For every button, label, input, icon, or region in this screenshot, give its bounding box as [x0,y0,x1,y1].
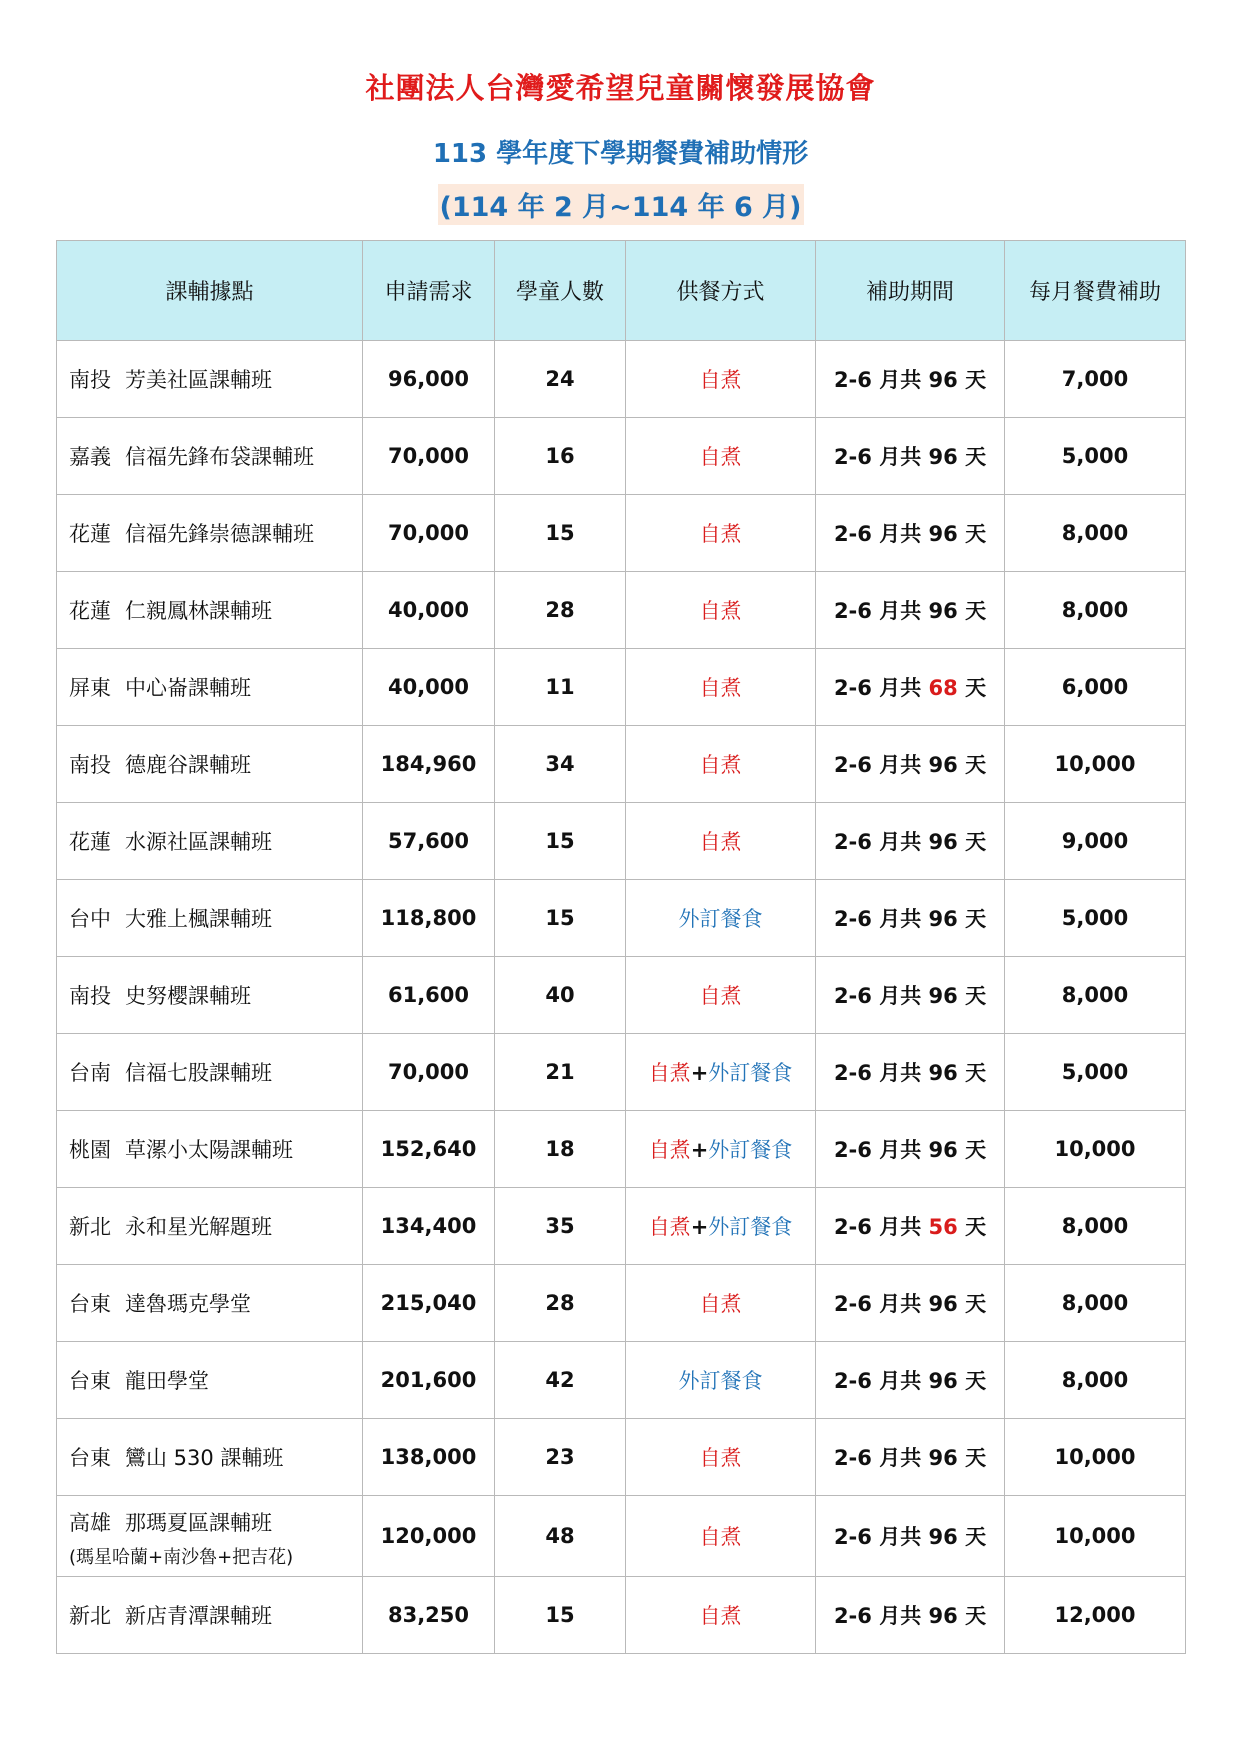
meal-method-cell [626,572,816,649]
period-suffix: 天 [965,753,987,777]
site-region: 南投 [69,984,111,1008]
meal-plus-sign: + [690,1138,709,1162]
site-region: 花蓮 [69,830,111,854]
period-cell [816,649,1005,726]
table-row [57,1342,1186,1419]
site-region: 南投 [69,753,111,777]
period-prefix: 2-6 月共 [833,1138,922,1162]
demand-cell: 118,800 [363,880,495,957]
period-prefix: 2-6 月共 [833,1525,922,1549]
meal-method-text: 自煮 [699,445,742,469]
meal-method-cell [626,649,816,726]
period-cell [816,1496,1005,1577]
site-cell [57,1496,363,1577]
period-days: 96 [928,984,958,1008]
site-name: 新店青潭課輔班 [125,1604,272,1628]
site-cell [57,418,363,495]
period-days: 96 [928,907,958,931]
table-row [57,1419,1186,1496]
meal-method-text: 自煮 [699,1292,742,1316]
table-row [57,1111,1186,1188]
period-suffix: 天 [965,1525,987,1549]
site-cell [57,726,363,803]
site-name: 中心崙課輔班 [125,676,251,700]
period-prefix: 2-6 月共 [833,1061,922,1085]
period-prefix: 2-6 月共 [833,368,922,392]
period-prefix: 2-6 月共 [833,1215,922,1239]
period-cell [816,572,1005,649]
period-cell [816,341,1005,418]
students-cell: 34 [495,726,626,803]
students-cell: 28 [495,572,626,649]
period-cell [816,1419,1005,1496]
period-days: 96 [928,1604,958,1628]
site-region: 台中 [69,907,111,931]
demand-cell: 201,600 [363,1342,495,1419]
site-name: 永和星光解題班 [125,1215,272,1239]
period-suffix: 天 [965,368,987,392]
site-cell [57,1265,363,1342]
site-name: 達魯瑪克學堂 [125,1292,251,1316]
site-name: 史努櫻課輔班 [125,984,251,1008]
site-region: 新北 [69,1604,111,1628]
monthly-subsidy-cell: 8,000 [1005,572,1186,649]
site-region: 南投 [69,368,111,392]
site-name: 信福七股課輔班 [125,1061,272,1085]
column-header-monthly-subsidy: 每月餐費補助 [1005,241,1186,341]
site-cell [57,1188,363,1265]
monthly-subsidy-cell: 5,000 [1005,880,1186,957]
period-suffix: 天 [965,830,987,854]
period-suffix: 天 [965,907,987,931]
period-wrapper [0,184,1241,225]
period-prefix: 2-6 月共 [833,1604,922,1628]
demand-cell: 40,000 [363,572,495,649]
meal-method-text: 自煮 [699,753,742,777]
period-cell [816,1265,1005,1342]
meal-method-cell [626,1577,816,1654]
table-row [57,649,1186,726]
meal-method-cell [626,1034,816,1111]
period-prefix: 2-6 月共 [833,1446,922,1470]
students-cell: 15 [495,880,626,957]
period-cell [816,1111,1005,1188]
monthly-subsidy-cell: 5,000 [1005,1034,1186,1111]
students-cell: 21 [495,1034,626,1111]
meal-method-text: 外訂餐食 [708,1215,793,1239]
period-suffix: 天 [965,1292,987,1316]
period-prefix: 2-6 月共 [833,522,922,546]
period-prefix: 2-6 月共 [833,984,922,1008]
period-days: 96 [928,1446,958,1470]
site-region: 新北 [69,1215,111,1239]
students-cell: 15 [495,495,626,572]
students-cell: 40 [495,957,626,1034]
period-suffix: 天 [965,1215,987,1239]
table-row [57,1577,1186,1654]
period-prefix: 2-6 月共 [833,1369,922,1393]
organization-title: 社團法人台灣愛希望兒童關懷發展協會 [365,71,876,105]
period-days: 96 [928,830,958,854]
monthly-subsidy-cell: 8,000 [1005,957,1186,1034]
meal-method-text: 外訂餐食 [708,1138,793,1162]
site-region: 高雄 [69,1511,111,1535]
meal-method-cell [626,418,816,495]
table-row [57,880,1186,957]
period-suffix: 天 [965,1138,987,1162]
site-cell [57,957,363,1034]
period-prefix: 2-6 月共 [833,753,922,777]
period-suffix: 天 [965,522,987,546]
period-days: 96 [928,1292,958,1316]
site-cell [57,572,363,649]
site-region: 屏東 [69,676,111,700]
period-suffix: 天 [965,984,987,1008]
period-suffix: 天 [965,1061,987,1085]
meal-method-text: 自煮 [699,522,742,546]
site-cell [57,880,363,957]
site-region: 台東 [69,1292,111,1316]
demand-cell: 57,600 [363,803,495,880]
monthly-subsidy-cell: 9,000 [1005,803,1186,880]
period-prefix: 2-6 月共 [833,830,922,854]
students-cell: 16 [495,418,626,495]
demand-cell: 215,040 [363,1265,495,1342]
monthly-subsidy-cell: 10,000 [1005,1111,1186,1188]
period-cell [816,1034,1005,1111]
meal-method-cell [626,1496,816,1577]
demand-cell: 120,000 [363,1496,495,1577]
monthly-subsidy-cell: 5,000 [1005,418,1186,495]
period-days: 96 [928,1138,958,1162]
meal-method-text: 自煮 [699,830,742,854]
meal-subsidy-table [56,240,1186,1654]
meal-method-text: 自煮 [699,599,742,623]
meal-method-cell [626,1265,816,1342]
period-suffix: 天 [965,1446,987,1470]
period-suffix: 天 [965,1604,987,1628]
monthly-subsidy-cell: 6,000 [1005,649,1186,726]
table-row [57,1034,1186,1111]
monthly-subsidy-cell: 8,000 [1005,1342,1186,1419]
monthly-subsidy-cell: 12,000 [1005,1577,1186,1654]
monthly-subsidy-cell: 10,000 [1005,1496,1186,1577]
site-name: 草漯小太陽課輔班 [125,1138,293,1162]
students-cell: 18 [495,1111,626,1188]
demand-cell: 83,250 [363,1577,495,1654]
meal-method-cell [626,726,816,803]
meal-plus-sign: + [690,1061,709,1085]
site-note: (瑪星哈蘭+南沙魯+把吉花) [69,1547,294,1568]
period-cell [816,957,1005,1034]
meal-method-text: 自煮 [699,676,742,700]
period-cell [816,1342,1005,1419]
meal-method-text: 自煮 [699,1604,742,1628]
meal-method-cell [626,803,816,880]
demand-cell: 138,000 [363,1419,495,1496]
table-row [57,957,1186,1034]
site-name: 信福先鋒布袋課輔班 [125,445,314,469]
period-cell [816,495,1005,572]
table-row [57,1496,1186,1577]
meal-method-text: 自煮 [648,1215,691,1239]
period-cell [816,418,1005,495]
table-row [57,1265,1186,1342]
site-name: 仁親鳳林課輔班 [125,599,272,623]
site-cell [57,1111,363,1188]
site-name: 德鹿谷課輔班 [125,753,251,777]
column-header-students: 學童人數 [495,241,626,341]
students-cell: 15 [495,803,626,880]
period-cell [816,726,1005,803]
meal-method-cell [626,1111,816,1188]
demand-cell: 70,000 [363,1034,495,1111]
period-label: (114 年 2 月~114 年 6 月) [438,184,804,225]
meal-method-text: 自煮 [699,1446,742,1470]
meal-method-text: 自煮 [648,1061,691,1085]
site-region: 花蓮 [69,522,111,546]
meal-method-cell [626,1188,816,1265]
meal-plus-sign: + [690,1215,709,1239]
site-cell [57,1342,363,1419]
site-name: 芳美社區課輔班 [125,368,272,392]
period-cell [816,1577,1005,1654]
students-cell: 15 [495,1577,626,1654]
meal-method-cell [626,957,816,1034]
site-cell [57,341,363,418]
site-region: 台南 [69,1061,111,1085]
period-days: 96 [928,368,958,392]
meal-method-text: 外訂餐食 [678,907,763,931]
demand-cell: 70,000 [363,418,495,495]
site-region: 嘉義 [69,445,111,469]
meal-method-cell [626,880,816,957]
meal-method-cell [626,1342,816,1419]
column-header-site: 課輔據點 [57,241,363,341]
monthly-subsidy-cell: 8,000 [1005,1265,1186,1342]
column-header-meal-method: 供餐方式 [626,241,816,341]
table-row [57,726,1186,803]
site-region: 台東 [69,1369,111,1393]
site-name: 鸞山 530 課輔班 [125,1446,284,1470]
demand-cell: 134,400 [363,1188,495,1265]
period-cell [816,880,1005,957]
site-name: 龍田學堂 [125,1369,209,1393]
students-cell: 11 [495,649,626,726]
monthly-subsidy-cell: 8,000 [1005,495,1186,572]
site-name: 水源社區課輔班 [125,830,272,854]
period-days: 96 [928,753,958,777]
table-row [57,803,1186,880]
demand-cell: 184,960 [363,726,495,803]
demand-cell: 70,000 [363,495,495,572]
period-cell [816,1188,1005,1265]
demand-cell: 61,600 [363,957,495,1034]
table-row [57,572,1186,649]
table-row [57,341,1186,418]
period-days: 96 [928,1525,958,1549]
meal-method-cell [626,341,816,418]
period-suffix: 天 [965,445,987,469]
period-prefix: 2-6 月共 [833,1292,922,1316]
table-row [57,418,1186,495]
monthly-subsidy-cell: 10,000 [1005,726,1186,803]
site-cell [57,1034,363,1111]
students-cell: 35 [495,1188,626,1265]
meal-method-text: 自煮 [648,1138,691,1162]
period-cell [816,803,1005,880]
meal-method-text: 自煮 [699,984,742,1008]
meal-method-cell [626,495,816,572]
site-region: 桃園 [69,1138,111,1162]
period-suffix: 天 [965,676,987,700]
students-cell: 42 [495,1342,626,1419]
period-days: 96 [928,1369,958,1393]
period-suffix: 天 [965,599,987,623]
period-prefix: 2-6 月共 [833,599,922,623]
meal-method-text: 外訂餐食 [678,1369,763,1393]
period-prefix: 2-6 月共 [833,445,922,469]
site-cell [57,649,363,726]
students-cell: 24 [495,341,626,418]
students-cell: 23 [495,1419,626,1496]
site-cell [57,495,363,572]
site-name: 信福先鋒崇德課輔班 [125,522,314,546]
meal-method-text: 自煮 [699,1525,742,1549]
site-name: 那瑪夏區課輔班 [125,1511,272,1535]
monthly-subsidy-cell: 10,000 [1005,1419,1186,1496]
site-region: 台東 [69,1446,111,1470]
period-days: 68 [928,676,958,700]
students-cell: 48 [495,1496,626,1577]
demand-cell: 152,640 [363,1111,495,1188]
period-prefix: 2-6 月共 [833,676,922,700]
period-days: 96 [928,1061,958,1085]
monthly-subsidy-cell: 7,000 [1005,341,1186,418]
period-days: 96 [928,445,958,469]
period-suffix: 天 [965,1369,987,1393]
meal-method-cell [626,1419,816,1496]
site-region: 花蓮 [69,599,111,623]
demand-cell: 40,000 [363,649,495,726]
site-name: 大雅上楓課輔班 [125,907,272,931]
period-prefix: 2-6 月共 [833,907,922,931]
site-cell [57,1419,363,1496]
table-header-row [57,241,1186,341]
meal-method-text: 外訂餐食 [708,1061,793,1085]
column-header-demand: 申請需求 [363,241,495,341]
period-days: 96 [928,599,958,623]
period-days: 56 [928,1215,958,1239]
table-body [57,341,1186,1654]
period-days: 96 [928,522,958,546]
document-subtitle: 113 學年度下學期餐費補助情形 [432,139,809,169]
column-header-period: 補助期間 [816,241,1005,341]
table-row [57,1188,1186,1265]
site-cell [57,803,363,880]
meal-method-text: 自煮 [699,368,742,392]
demand-cell: 96,000 [363,341,495,418]
monthly-subsidy-cell: 8,000 [1005,1188,1186,1265]
table-row [57,495,1186,572]
students-cell: 28 [495,1265,626,1342]
site-cell [57,1577,363,1654]
